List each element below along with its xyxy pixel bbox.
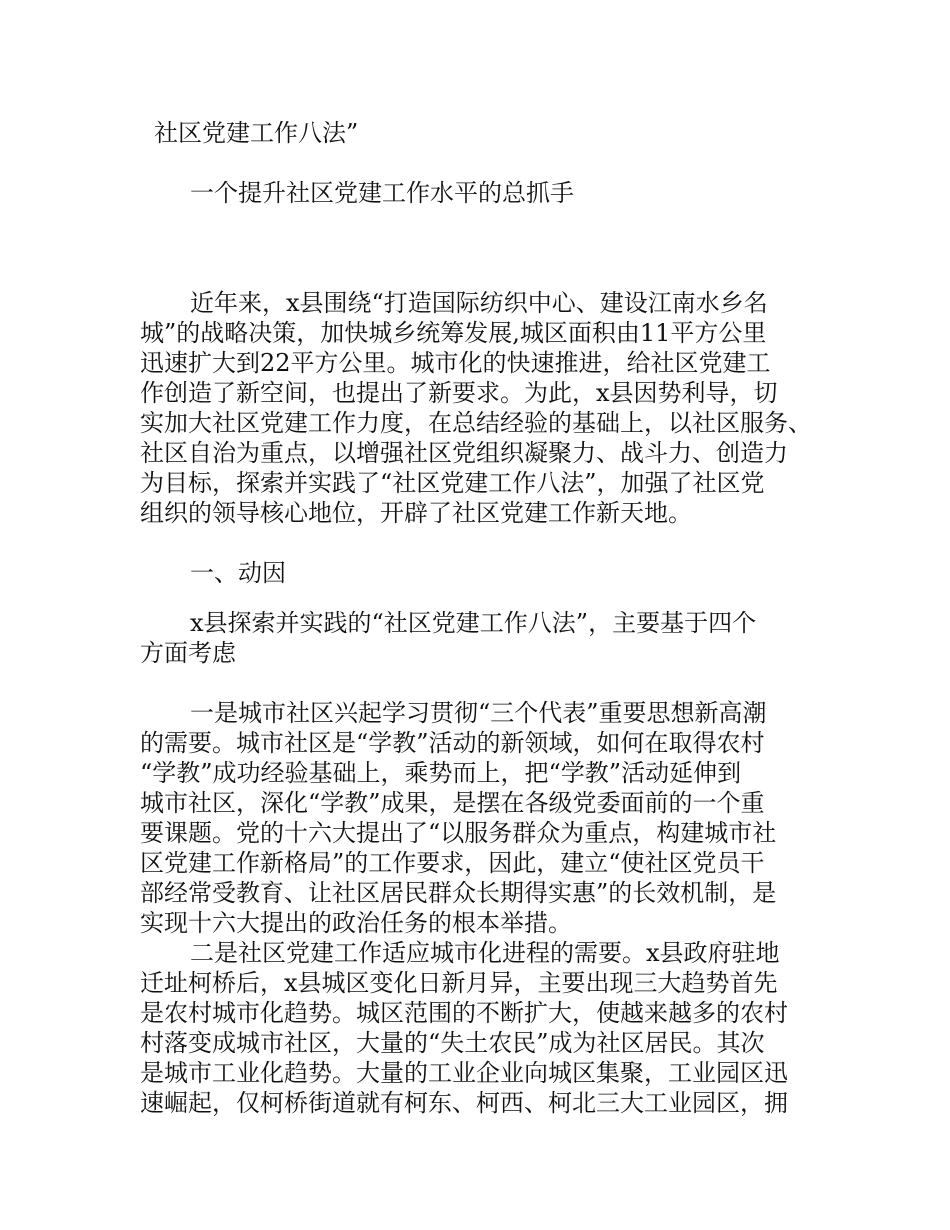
- paragraph-3-line-3: “学教”成功经验基础上，乘势而上，把“学教”活动延伸到: [140, 759, 742, 787]
- paragraph-2-line-2: 方面考虑: [140, 639, 236, 667]
- paragraph-2-line-1: x县探索并实践的“社区党建工作八法”，主要基于四个: [190, 609, 757, 637]
- paragraph-1-line-2: 城”的战略决策，加快城乡统筹发展,城区面积由11平方公里: [140, 319, 767, 347]
- paragraph-4-line-2: 迁址柯桥后，x县城区变化日新月异，主要出现三大趋势首先: [140, 969, 778, 997]
- document-subtitle: 一个提升社区党建工作水平的总抓手: [190, 179, 574, 207]
- paragraph-4-line-4: 村落变成城市社区，大量的“失土农民”成为社区居民。其次: [140, 1029, 765, 1057]
- paragraph-1-line-1: 近年来，x县围绕“打造国际纺织中心、建设江南水乡名: [190, 289, 768, 317]
- paragraph-1-line-6: 社区自治为重点，以增强社区党组织凝聚力、战斗力、创造力: [140, 439, 788, 467]
- paragraph-4-line-1: 二是社区党建工作适应城市化进程的需要。x县政府驻地: [190, 939, 780, 967]
- paragraph-1-line-5: 实加大社区党建工作力度，在总结经验的基础上，以社区服务、: [140, 409, 812, 437]
- paragraph-3-line-1: 一是城市社区兴起学习贯彻“三个代表”重要思想新高潮: [190, 699, 767, 727]
- paragraph-3-line-6: 区党建工作新格局”的工作要求，因此，建立“使社区党员干: [140, 849, 765, 877]
- paragraph-4-line-6: 速崛起，仅柯桥街道就有柯东、柯西、柯北三大工业园区，拥: [140, 1089, 788, 1117]
- paragraph-3-line-5: 要课题。党的十六大提出了“以服务群众为重点，构建城市社: [140, 819, 777, 847]
- document-title: 社区党建工作八法”: [154, 119, 359, 147]
- paragraph-3-line-2: 的需要。城市社区是“学教”活动的新领域，如何在取得农村: [140, 729, 765, 757]
- paragraph-1-line-8: 组织的领导核心地位，开辟了社区党建工作新天地。: [140, 499, 692, 527]
- paragraph-1-line-3: 迅速扩大到22平方公里。城市化的快速推进，给社区党建工: [140, 349, 771, 377]
- paragraph-3-line-7: 部经常受教育、让社区居民群众长期得实惠”的长效机制，是: [140, 879, 777, 907]
- paragraph-4-line-5: 是城市工业化趋势。大量的工业企业向城区集聚，工业园区迅: [140, 1059, 788, 1087]
- paragraph-3-line-8: 实现十六大提出的政治任务的根本举措。: [140, 909, 572, 937]
- paragraph-3-line-4: 城市社区，深化“学教”成果，是摆在各级党委面前的一个重: [140, 789, 765, 817]
- paragraph-1-line-4: 作创造了新空间，也提出了新要求。为此，x县因势利导，切: [140, 379, 778, 407]
- paragraph-4-line-3: 是农村城市化趋势。城区范围的不断扩大，使越来越多的农村: [140, 999, 788, 1027]
- paragraph-1-line-7: 为目标，探索并实践了“社区党建工作八法”，加强了社区党: [140, 469, 765, 497]
- section-heading: 一、动因: [190, 559, 286, 587]
